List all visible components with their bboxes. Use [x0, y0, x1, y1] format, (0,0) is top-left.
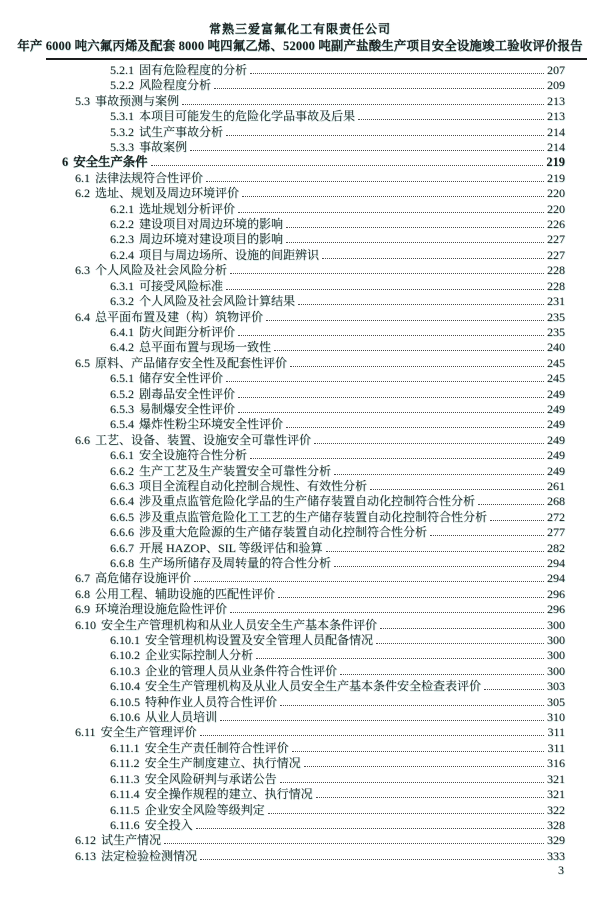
- toc-entry-title: 生产场所储存及周转量的符合性分析: [139, 556, 332, 570]
- toc-entry-number: 6.6.1: [110, 448, 134, 463]
- toc-entry-number: 6.11.6: [110, 817, 140, 832]
- toc-entry-title: 涉及重点监管危险化工工艺的生产储存装置自动化控制符合性分析: [139, 509, 488, 524]
- toc-entry-number: 6.2.1: [110, 201, 134, 216]
- toc-entry-title: 储存安全性评价: [139, 371, 224, 386]
- toc-entry-page: 249: [547, 448, 565, 463]
- toc-entry-page: 310: [547, 710, 565, 725]
- toc-entry: [62, 772, 565, 787]
- dot-leader: [334, 566, 544, 567]
- toc-entry-title: 固有危险程度的分析: [139, 63, 248, 77]
- toc-entry: [62, 648, 565, 663]
- toc-entry-page: 214: [547, 124, 565, 139]
- toc-entry-page: 207: [547, 63, 565, 77]
- toc-entry: [62, 510, 565, 525]
- toc-entry-number: 5.2.1: [110, 63, 134, 77]
- toc-entry-title: 安全生产条件: [73, 155, 148, 170]
- toc-entry-title: 安全管理机构设置及安全管理人员配备情况: [145, 633, 374, 648]
- toc-entry-title: 开展 HAZOP、SIL 等级评估和验算: [139, 540, 323, 555]
- toc-entry-title: 爆炸性粉尘环境安全性评价: [139, 417, 284, 432]
- dot-leader: [490, 520, 544, 521]
- toc-entry-page: 228: [547, 263, 565, 278]
- toc-entry-number: 6.5: [75, 355, 90, 370]
- toc-entry-page: 296: [547, 586, 565, 601]
- toc-entry-number: 6.10.1: [110, 633, 140, 648]
- toc-entry-title: 从业人员培训: [145, 710, 218, 725]
- toc-entry-number: 6.3.1: [110, 278, 134, 293]
- toc-entry-number: 6.1: [75, 170, 90, 185]
- dot-leader: [250, 458, 544, 459]
- toc-entry: [62, 371, 565, 386]
- toc-entry: [62, 818, 565, 833]
- toc-entry-title: 涉及重大危险源的生产储存装置自动化控制符合性分析: [139, 525, 428, 540]
- dot-leader: [478, 504, 544, 505]
- toc-entry-number: 5.3: [75, 93, 90, 108]
- toc-entry-title: 项目与周边场所、设施的间距辨识: [139, 247, 320, 262]
- dot-leader: [238, 397, 544, 398]
- toc-entry-page: 235: [547, 324, 565, 339]
- dot-leader: [230, 612, 544, 613]
- toc-entry: [62, 725, 565, 740]
- dot-leader: [196, 828, 544, 829]
- toc-entry-number: 6.4.1: [110, 324, 134, 339]
- toc-entry: [62, 155, 565, 170]
- toc-entry: [62, 248, 565, 263]
- toc-entry-number: 6.6.4: [110, 494, 134, 509]
- toc-entry-number: 6.2.4: [110, 247, 134, 262]
- toc-entry: [62, 402, 565, 417]
- toc-entry-page: 321: [547, 771, 565, 786]
- dot-leader: [194, 581, 544, 582]
- toc-entry-title: 个人风险及社会风险计算结果: [139, 294, 296, 309]
- toc-entry-page: 249: [547, 401, 565, 416]
- toc-entry-title: 安全投入: [144, 817, 193, 832]
- dot-leader: [268, 813, 544, 814]
- toc-entry: [62, 710, 565, 725]
- dot-leader: [200, 859, 544, 860]
- dot-leader: [340, 674, 544, 675]
- toc-entry-page: 311: [547, 740, 565, 755]
- toc-entry: [62, 94, 565, 109]
- toc-entry-number: 6.6: [75, 432, 90, 447]
- toc-entry-number: 6.10.4: [110, 679, 140, 694]
- toc-entry-number: 6: [62, 155, 69, 170]
- dot-leader: [370, 489, 544, 490]
- toc-entry: [62, 556, 565, 571]
- toc-entry-number: 6.6.2: [110, 463, 134, 478]
- toc-entry-page: 277: [547, 525, 565, 540]
- toc-entry-number: 6.8: [75, 586, 90, 601]
- toc-entry: [62, 202, 565, 217]
- toc-entry-number: 6.5.4: [110, 417, 134, 432]
- toc-entry-number: 6.5.2: [110, 386, 134, 401]
- toc-entry: [62, 263, 565, 278]
- toc-entry-title: 安全操作规程的建立、执行情况: [144, 787, 313, 802]
- toc-entry-page: 231: [547, 294, 565, 309]
- toc-entry-page: 305: [547, 694, 565, 709]
- toc-entry: [62, 125, 565, 140]
- toc-entry: [62, 541, 565, 556]
- toc-entry-number: 6.4: [75, 309, 90, 324]
- toc-entry-number: 6.10.3: [110, 663, 140, 678]
- toc-entry-page: 245: [547, 371, 565, 386]
- dot-leader: [226, 289, 544, 290]
- toc-entry-page: 235: [547, 309, 565, 324]
- dot-leader: [226, 135, 544, 136]
- dot-leader: [250, 73, 544, 74]
- toc-entry-page: 220: [547, 201, 565, 216]
- toc-entry-page: 294: [547, 556, 565, 570]
- toc-entry: [62, 433, 565, 448]
- toc-entry-title: 安全生产制度建立、执行情况: [144, 756, 301, 771]
- toc-entry-page: 282: [547, 540, 565, 555]
- toc-entry-title: 项目全流程自动化控制合规性、有效性分析: [139, 478, 368, 493]
- toc-entry-number: 5.3.2: [110, 124, 134, 139]
- toc-entry-number: 6.2: [75, 186, 90, 201]
- dot-leader: [316, 797, 544, 798]
- toc-entry-page: 300: [547, 617, 565, 632]
- toc-entry: [62, 494, 565, 509]
- toc-entry-title: 法定检验检测情况: [101, 848, 198, 863]
- toc-entry: [62, 664, 565, 679]
- toc-entry-title: 原料、产品储存安全性及配套性评价: [95, 355, 288, 370]
- dot-leader: [256, 658, 544, 659]
- toc-entry: [62, 464, 565, 479]
- toc-entry: [62, 633, 565, 648]
- toc-entry-number: 5.2.2: [110, 78, 134, 93]
- toc-entry-title: 法律法规符合性评价: [95, 170, 204, 185]
- toc-entry-title: 安全生产管理机构和从业人员安全生产基本条件评价: [101, 617, 378, 632]
- toc-entry: [62, 186, 565, 201]
- toc-entry-title: 易制爆安全性评价: [139, 401, 236, 416]
- toc-entry-page: 328: [547, 817, 565, 832]
- toc-entry-title: 总平面布置与现场一致性: [139, 340, 272, 355]
- toc-entry-page: 226: [547, 217, 565, 232]
- toc-entry-title: 企业的管理人员从业条件符合性评价: [145, 663, 338, 678]
- dot-leader: [326, 551, 544, 552]
- dot-leader: [151, 165, 544, 166]
- toc-entry-number: 6.2.2: [110, 217, 134, 232]
- toc-entry-page: 245: [547, 355, 565, 370]
- dot-leader: [164, 843, 544, 844]
- toc-entry-number: 6.12: [75, 833, 96, 848]
- toc-entry-title: 公用工程、辅助设施的匹配性评价: [95, 586, 276, 601]
- toc-entry-title: 个人风险及社会风险分析: [95, 263, 228, 278]
- toc-entry-page: 209: [547, 78, 565, 93]
- dot-leader: [238, 412, 544, 413]
- dot-leader: [290, 366, 544, 367]
- toc-entry: [62, 340, 565, 355]
- toc-entry-number: 6.6.5: [110, 509, 134, 524]
- report-title: 年产 6000 吨六氟丙烯及配套 8000 吨四氟乙烯、52000 吨副产盐酸生产项目安全设施竣工验收评价报告: [17, 39, 583, 53]
- dot-leader: [238, 335, 544, 336]
- toc-entry-page: 296: [547, 602, 565, 617]
- toc-entry: [62, 140, 565, 155]
- toc-entry-number: 6.6.3: [110, 478, 134, 493]
- toc-entry-number: 6.6.8: [110, 556, 134, 570]
- dot-leader: [280, 705, 544, 706]
- toc-entry-title: 建设项目对周边环境的影响: [139, 217, 284, 232]
- toc-entry-number: 6.5.3: [110, 401, 134, 416]
- toc-entry-title: 特种作业人员符合性评价: [145, 694, 278, 709]
- toc-entry-page: 249: [547, 432, 565, 447]
- toc-entry: [62, 679, 565, 694]
- dot-leader: [200, 735, 545, 736]
- toc-entry: [62, 448, 565, 463]
- toc-entry-title: 可接受风险标准: [139, 278, 224, 293]
- toc-entry-title: 试生产事故分析: [139, 124, 224, 139]
- toc-entry-title: 风险程度分析: [139, 78, 212, 93]
- toc-entry: [62, 571, 565, 586]
- toc-entry-number: 6.3: [75, 263, 90, 278]
- toc-entry-number: 6.4.2: [110, 340, 134, 355]
- toc-entry: [62, 803, 565, 818]
- page-header: [0, 0, 600, 60]
- toc-entry-title: 剧毒品安全性评价: [139, 386, 236, 401]
- toc-entry-page: 329: [547, 833, 565, 848]
- toc-entry-number: 6.11.5: [110, 802, 140, 817]
- toc-entry-title: 选址、规划及周边环境评价: [95, 186, 240, 201]
- toc-entry-page: 249: [547, 463, 565, 478]
- toc-entry-title: 总平面布置及建（构）筑物评价: [95, 309, 264, 324]
- toc-entry-number: 6.10: [75, 617, 96, 632]
- dot-leader: [334, 474, 544, 475]
- toc-entry-title: 企业安全风险等级判定: [144, 802, 265, 817]
- dot-leader: [286, 242, 544, 243]
- page-number: 3: [558, 863, 564, 877]
- toc-entry-number: 6.10.5: [110, 694, 140, 709]
- toc-entry-page: 219: [546, 155, 565, 170]
- toc-entry-title: 本项目可能发生的危险化学品事故及后果: [139, 109, 356, 124]
- toc-entry-number: 6.9: [75, 602, 90, 617]
- toc-entry-number: 6.6.6: [110, 525, 134, 540]
- dot-leader: [266, 320, 544, 321]
- toc-entry-page: 220: [547, 186, 565, 201]
- toc-entry-number: 5.3.1: [110, 109, 134, 124]
- toc-entry-page: 272: [547, 509, 565, 524]
- dot-leader: [238, 212, 544, 213]
- dot-leader: [226, 381, 544, 382]
- toc-entry-page: 227: [547, 247, 565, 262]
- toc-entry-page: 316: [547, 756, 565, 771]
- toc-entry-number: 6.10.6: [110, 710, 140, 725]
- toc-entry: [62, 756, 565, 771]
- dot-leader: [278, 597, 544, 598]
- toc-entry-page: 300: [547, 648, 565, 663]
- toc-entry-number: 5.3.3: [110, 140, 134, 155]
- dot-leader: [376, 643, 544, 644]
- toc-entry: [62, 171, 565, 186]
- toc-entry: [62, 525, 565, 540]
- company-name: 常熟三爱富氟化工有限责任公司: [208, 22, 391, 36]
- toc-entry: [62, 849, 565, 864]
- toc-entry-title: 安全生产管理机构及从业人员安全生产基本条件安全检查表评价: [145, 679, 482, 694]
- dot-leader: [214, 88, 544, 89]
- toc-entry: [62, 695, 565, 710]
- dot-leader: [274, 350, 544, 351]
- toc-entry: [62, 217, 565, 232]
- dot-leader: [292, 751, 545, 752]
- dot-leader: [430, 535, 544, 536]
- toc-entry-page: 219: [547, 170, 565, 185]
- toc-entry-page: 322: [547, 802, 565, 817]
- header-divider: [46, 58, 587, 60]
- toc-entry-title: 高危储存设施评价: [95, 571, 192, 586]
- toc-entry: [62, 479, 565, 494]
- toc-entry-title: 事故预测与案例: [95, 93, 180, 108]
- toc-entry: [62, 602, 565, 617]
- dot-leader: [220, 720, 544, 721]
- dot-leader: [230, 273, 544, 274]
- toc-entry-title: 环境治理设施危险性评价: [95, 602, 228, 617]
- toc-entry-title: 安全生产管理评价: [100, 725, 197, 740]
- table-of-contents: [0, 63, 600, 864]
- toc-entry-title: 安全设施符合性分析: [139, 448, 248, 463]
- dot-leader: [286, 427, 544, 428]
- toc-entry-page: 300: [547, 663, 565, 678]
- toc-entry-page: 268: [547, 494, 565, 509]
- toc-entry-page: 227: [547, 232, 565, 247]
- toc-entry-page: 311: [547, 725, 565, 740]
- toc-entry-title: 生产工艺及生产装置安全可靠性分析: [139, 463, 332, 478]
- toc-entry-page: 321: [547, 787, 565, 802]
- toc-entry: [62, 232, 565, 247]
- dot-leader: [190, 150, 544, 151]
- toc-entry-page: 240: [547, 340, 565, 355]
- toc-entry: [62, 78, 565, 93]
- toc-entry-number: 6.11.1: [110, 740, 140, 755]
- dot-leader: [298, 304, 544, 305]
- toc-entry: [62, 618, 565, 633]
- toc-entry-page: 228: [547, 278, 565, 293]
- toc-entry-title: 工艺、设备、装置、设施安全可靠性评价: [95, 432, 312, 447]
- dot-leader: [242, 196, 544, 197]
- dot-leader: [206, 181, 544, 182]
- toc-entry-number: 6.7: [75, 571, 90, 586]
- toc-entry-title: 试生产情况: [101, 833, 162, 848]
- dot-leader: [314, 443, 544, 444]
- toc-entry: [62, 63, 565, 78]
- toc-entry-page: 249: [547, 417, 565, 432]
- toc-entry-title: 企业实际控制人分析: [145, 648, 254, 663]
- toc-entry: [62, 109, 565, 124]
- toc-entry: [62, 387, 565, 402]
- toc-entry-page: 333: [547, 848, 565, 863]
- toc-entry-page: 300: [547, 633, 565, 648]
- toc-entry: [62, 417, 565, 432]
- toc-entry-number: 6.11.4: [110, 787, 140, 802]
- toc-entry: [62, 279, 565, 294]
- dot-leader: [358, 119, 544, 120]
- dot-leader: [322, 258, 544, 259]
- toc-entry: [62, 833, 565, 848]
- toc-entry-page: 294: [547, 571, 565, 586]
- toc-entry-title: 涉及重点监管危险化学品的生产储存装置自动化控制符合性分析: [139, 494, 476, 509]
- toc-entry-title: 防火间距分析评价: [139, 324, 236, 339]
- toc-entry-number: 6.13: [75, 848, 96, 863]
- toc-entry: [62, 787, 565, 802]
- dot-leader: [280, 782, 544, 783]
- dot-leader: [304, 766, 544, 767]
- toc-entry-page: 261: [547, 478, 565, 493]
- toc-entry: [62, 356, 565, 371]
- toc-entry-number: 6.5.1: [110, 371, 134, 386]
- toc-entry-number: 6.2.3: [110, 232, 134, 247]
- toc-entry: [62, 294, 565, 309]
- toc-entry-title: 事故案例: [139, 140, 188, 155]
- dot-leader: [380, 628, 544, 629]
- dot-leader: [286, 227, 544, 228]
- toc-entry: [62, 587, 565, 602]
- toc-entry-page: 249: [547, 386, 565, 401]
- toc-entry-number: 6.11: [75, 725, 96, 740]
- toc-entry-number: 6.11.2: [110, 756, 140, 771]
- toc-entry-title: 安全风险研判与承诺公告: [144, 771, 277, 786]
- toc-entry-number: 6.11.3: [110, 771, 140, 786]
- toc-entry-title: 安全生产责任制符合性评价: [144, 740, 289, 755]
- toc-entry: [62, 325, 565, 340]
- dot-leader: [484, 689, 544, 690]
- toc-entry: [62, 310, 565, 325]
- toc-entry-title: 周边环境对建设项目的影响: [139, 232, 284, 247]
- dot-leader: [182, 104, 544, 105]
- toc-entry-number: 6.10.2: [110, 648, 140, 663]
- toc-entry-page: 213: [547, 109, 565, 124]
- toc-entry-number: 6.6.7: [110, 540, 134, 555]
- toc-entry: [62, 741, 565, 756]
- toc-entry-page: 303: [547, 679, 565, 694]
- toc-entry-title: 选址规划分析评价: [139, 201, 236, 216]
- toc-entry-page: 213: [547, 93, 565, 108]
- toc-entry-number: 6.3.2: [110, 294, 134, 309]
- toc-entry-page: 214: [547, 140, 565, 155]
